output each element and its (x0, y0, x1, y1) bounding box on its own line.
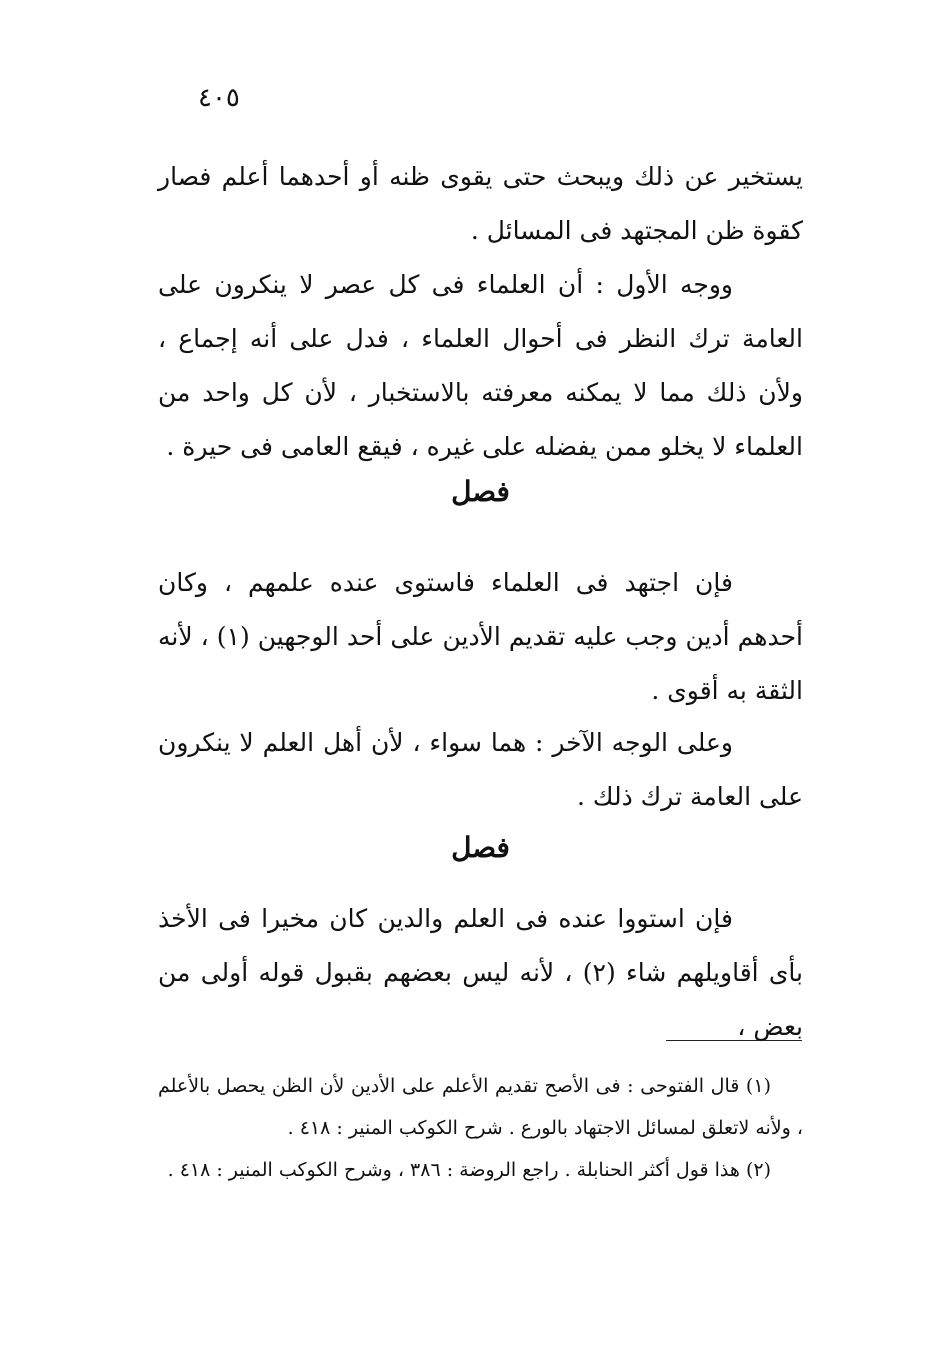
paragraph-text: فإن اجتهد فى العلماء فاستوى عنده علمهم ، وكان أحدهم أدين وجب عليه تقديم الأدين على أحد الوجهين (١) ، لأنه الثقة به أقوى . (158, 568, 803, 705)
footnotes (158, 1065, 803, 1191)
paragraph-first-view (158, 258, 803, 474)
paragraph-text: يستخير عن ذلك ويبحث حتى يقوى ظنه أو أحدهما أعلم فصار كقوة ظن المجتهد فى المسائل . (158, 162, 803, 245)
footnote-separator (666, 1040, 802, 1041)
page-number: ٤٠٥ (198, 83, 240, 113)
footnote-1: (١) قال الفتوحى : فى الأصح تقديم الأعلم على الأدين لأن الظن يحصل بالأعلم ، ولأنه لاتعلق لمسائل الاجتهاد بالورع . شرح الكوكب المنير : ٤١٨ . (158, 1075, 803, 1139)
paragraph-equal-knowledge-and-religion (158, 892, 803, 1054)
footnote-2: (٢) هذا قول أكثر الحنابلة . راجع الروضة : ٣٨٦ ، وشرح الكوكب المنير : ٤١٨ . (167, 1159, 771, 1181)
paragraph-text: ووجه الأول : أن العلماء فى كل عصر لا ينكرون على العامة ترك النظر فى أحوال العلماء ، فدل على أنه إجماع ، ولأن ذلك مما لا يمكنه معرفته بالاستخبار ، لأن كل واحد من العلماء لا يخلو ممن يفضله على غيره ، فيقع العامى فى حيرة . (158, 270, 803, 461)
paragraph-text: فإن استووا عنده فى العلم والدين كان مخيرا فى الأخذ بأى أقاويلهم شاء (٢) ، لأنه ليس بعضهم بقبول قوله أولى من بعض ، (158, 904, 804, 1041)
section-heading: فصل (451, 831, 510, 864)
paragraph-text: وعلى الوجه الآخر : هما سواء ، لأن أهل العلم لا ينكرون على العامة ترك ذلك . (158, 728, 803, 811)
paragraph-equal-knowledge (158, 556, 803, 718)
paragraph-continuation (158, 150, 803, 258)
paragraph-other-view (158, 716, 803, 824)
section-heading: فصل (451, 475, 510, 508)
